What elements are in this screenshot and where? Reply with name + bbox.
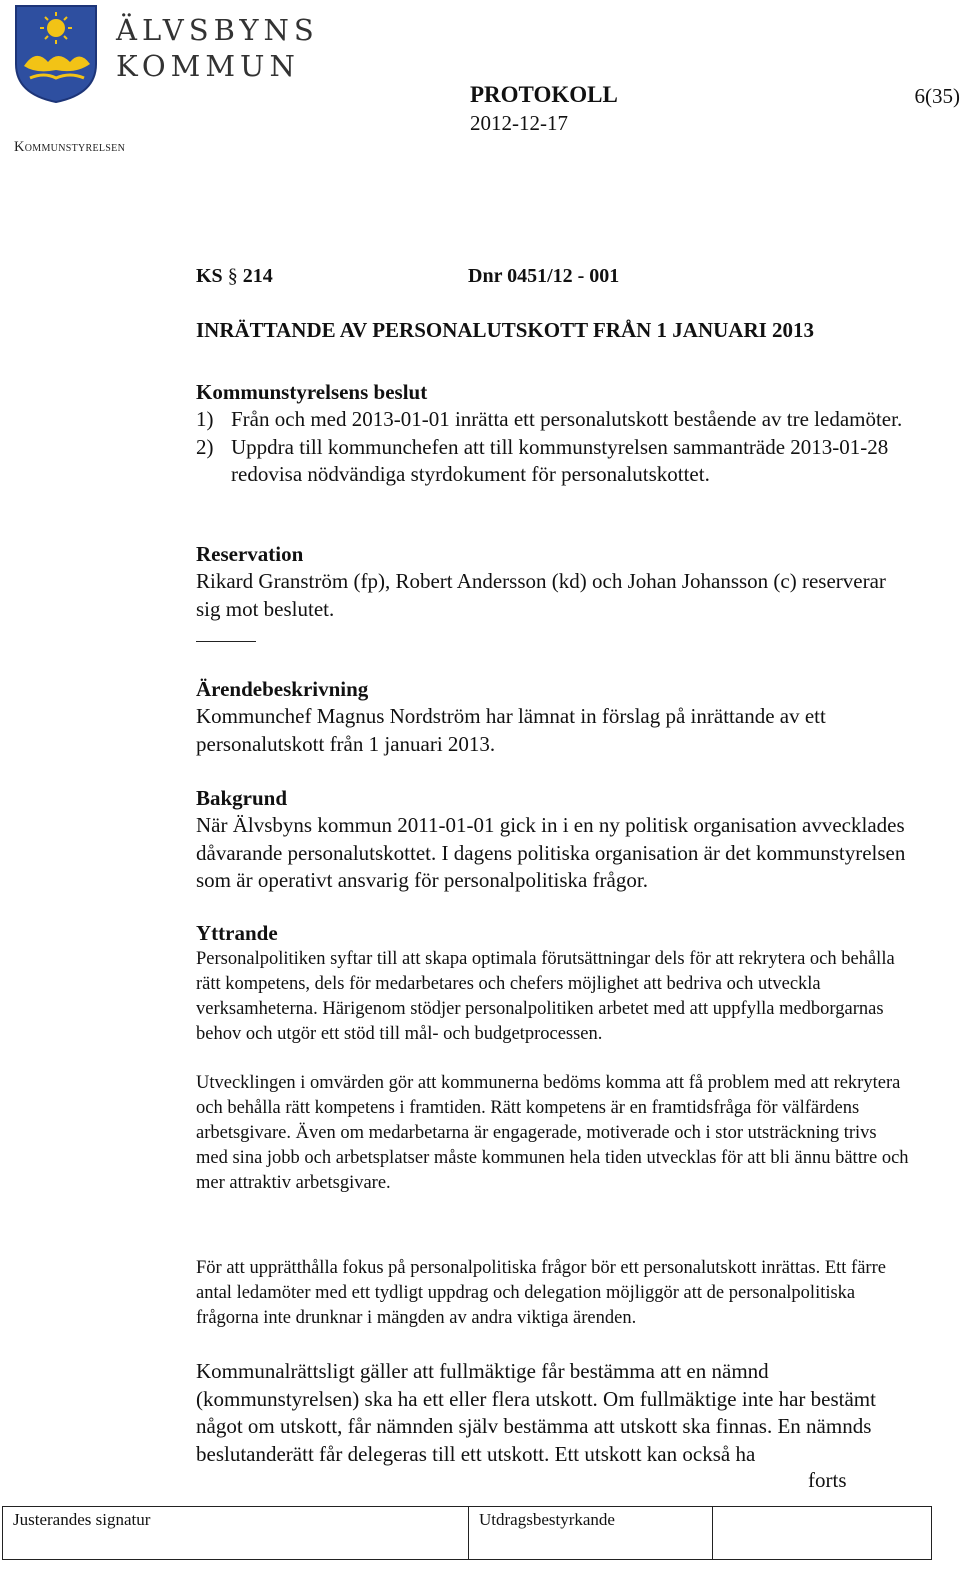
dnr-label: Dnr 0451/12 - 001 [468,265,620,287]
section-divider [196,641,256,642]
statement-section [196,920,912,1047]
reservation-heading: Reservation [196,542,304,566]
empty-cell [713,1507,931,1559]
case-title: INRÄTTANDE AV PERSONALUTSKOTT FRÅN 1 JANUARI 2013 [196,318,815,342]
list-item [196,406,912,434]
decision-heading: Kommunstyrelsens beslut [196,380,428,404]
list-item-text: Uppdra till kommunchefen att till kommunstyrelsen sammanträde 2013-01-28 redovisa nödvändiga styrdokument för personalutskottet. [231,434,889,486]
ks-label: KS [196,265,223,287]
statement-paragraph-3: För att upprätthålla fokus på personalpolitiska frågor bör ett personalutskott inrättas. Ett färre antal ledamöter med ett tydligt uppdrag och delegation möjliggör att de personalpolitiska frågorna inte drunknar i mängden av andra viktiga ärenden. [196,1258,886,1328]
extract-cell [469,1507,713,1559]
case-reference [196,265,912,288]
description-section [196,676,912,758]
statement-paragraph-4: Kommunalrättsligt gäller att fullmäktige får bestämma att en nämnd (kommunstyrelsen) ska ha ett eller flera utskott. Om fullmäktige inte har bestämt något om utskott, får nämnden själv bestämma att utskott ska finnas. En nämnds beslutanderätt får delegeras till ett utskott. Ett utskott kan också ha [196,1359,876,1466]
description-text: Kommunchef Magnus Nordström har lämnat in förslag på inrättande av ett personalutskott från 1 januari 2013. [196,704,826,756]
department-label: Kommunstyrelsen [14,139,126,155]
background-heading: Bakgrund [196,786,288,810]
brand-name-line2: KOMMUN [116,49,300,83]
decision-section [196,379,912,489]
statement-heading: Yttrande [196,921,278,945]
reservation-section [196,541,912,623]
case-number: 214 [242,265,273,287]
brand-name-line1: ÄLVSBYNS [116,13,319,47]
extract-label: Utdragsbestyrkande [479,1510,615,1529]
statement-paragraph-1: Personalpolitiken syftar till att skapa optimala förutsättningar dels för att rekrytera och behålla rätt kompetens, dels för medarbetares och chefers möjlighet att bedriva och utveckla verksamheterna. Härigenom stödjer personalpolitiken arbetet med att uppfylla medborgarnas behov och utgör ett stöd till mål- och budgetprocessen. [196,949,895,1044]
background-section [196,785,912,895]
signature-cell [3,1507,469,1559]
statement-paragraph-2: Utvecklingen i omvärden gör att kommunerna bedöms komma att få problem med att rekrytera och behålla rätt kompetens i framtiden. Rätt kompetens är en framtidsfråga för välfärdens arbetsgivare. Även om medarbetarna är engagerade, motiverade och i stor utsträckning trivs med sina jobb och arbetsplatser måste kommunen hela tiden utvecklas för att bli ännu bättre och mer attraktiv arbetsgivare. [196,1073,909,1193]
document-date: 2012-12-17 [470,111,568,135]
list-item-text: Från och med 2013-01-01 inrätta ett personalutskott bestående av tre ledamöter. [231,407,903,431]
list-item-number: 1) [196,407,214,431]
list-item-number: 2) [196,434,214,459]
continued-label: forts [808,1468,847,1492]
description-heading: Ärendebeskrivning [196,677,369,701]
page-number: 6(35) [914,84,960,108]
reservation-text: Rikard Granström (fp), Robert Andersson (kd) och Johan Johansson (c) reserverar sig mot beslutet. [196,569,886,621]
list-item [196,434,912,489]
background-text: När Älvsbyns kommun 2011-01-01 gick in i en ny politisk organisation avvecklades dåvarande personalutskottet. I dagens politiska organisation är det kommunstyrelsen som är operativt ansvarig för personalpolitiska frågor. [196,813,906,892]
signature-label: Justerandes signatur [13,1510,151,1529]
decision-list [196,406,912,489]
paragraph-symbol: § [227,265,238,287]
document-type: PROTOKOLL [470,82,618,107]
signature-footer [2,1506,932,1560]
municipality-coat-of-arms-icon [14,4,98,104]
